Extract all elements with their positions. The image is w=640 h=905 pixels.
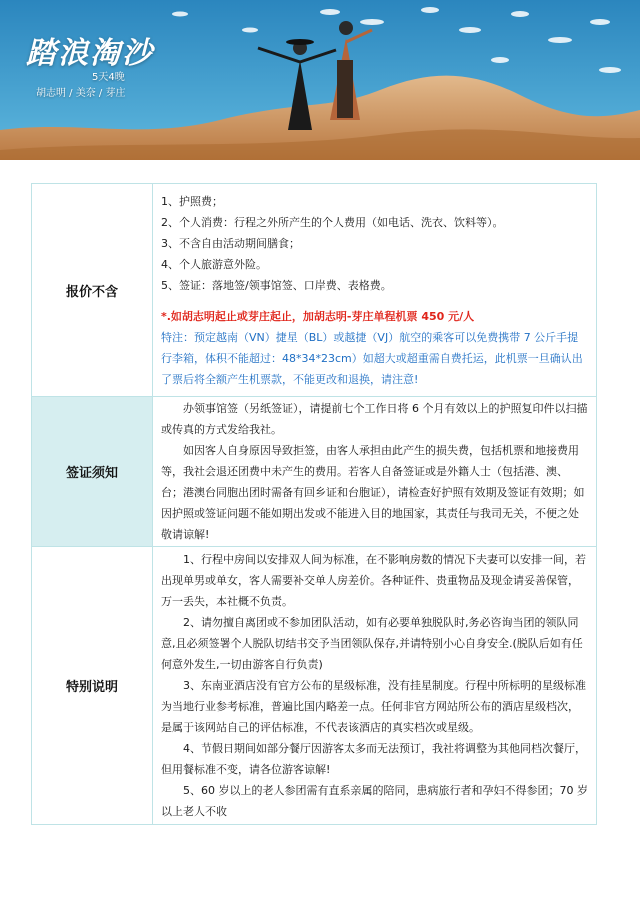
excluded-item: 1、护照费； [161, 194, 223, 208]
trip-duration: 5天4晚 [92, 72, 125, 83]
trip-destinations: 胡志明 / 美奈 / 芽庄 [36, 88, 126, 99]
baggage-note: 特注：预定越南（VN）捷星（BL）或越捷（VJ）航空的乘客可以免费携带 7 公斤手提行李箱，体积不能超过：48*34*23cm）如超大或超重需自费托运，此机票一旦确认出了票后将全额产生机票款，不能更改和退换，请注意! [161, 330, 583, 386]
itinerary-info-table [31, 183, 597, 825]
excluded-row [32, 184, 597, 397]
special-paragraph: 1、行程中房间以安排双人间为标准，在不影响房数的情况下夫妻可以安排一间，若出现单男或单女，客人需要补交单人房差价。各种证件、贵重物品及现金请妥善保管，万一丢失，本社概不负责。 [161, 553, 586, 608]
flight-price-note: *.如胡志明起止或芽庄起止，加胡志明-芽庄单程机票 450 元/人 [161, 309, 475, 323]
header-banner [0, 0, 640, 160]
special-label: 特别说明 [32, 547, 153, 825]
excluded-item: 4、个人旅游意外险。 [161, 257, 267, 271]
special-paragraph: 2、请勿擅自离团或不参加团队活动，如有必要单独脱队时,务必咨询当团的领队同意,且必须签署个人脱队切结书交予当团领队保存,并请特别小心自身安全.(脱队后如有任何意外发生,一切由游客自行负责) [161, 616, 583, 671]
visa-row [32, 397, 597, 547]
visa-label: 签证须知 [32, 397, 153, 547]
special-content [153, 547, 597, 825]
excluded-content [153, 184, 597, 397]
visa-content [153, 397, 597, 547]
excluded-item: 2、个人消费：行程之外所产生的个人费用（如电话、洗衣、饮料等）。 [161, 215, 504, 229]
special-paragraph: 3、东南亚酒店没有官方公布的星级标准，没有挂星制度。行程中所标明的星级标准为当地行业参考标准，普遍比国内略差一点。任何非官方网站所公布的酒店星级档次，是属于该网站自己的评估标准，不代表该酒店的真实档次或星级。 [161, 679, 586, 734]
visa-paragraph: 如因客人自身原因导致拒签，由客人承担由此产生的损失费，包括机票和地接费用等，我社会退还团费中未产生的费用。若客人自备签证或是外籍人士（包括港、澳、台；港澳台同胞出团时需备有回乡证和台胞证），请检查好护照有效期及签证有效期；如因护照或签证问题不能如期出发或不能进入目的地国家，其责任与我司无关，不便之处敬请谅解! [161, 444, 585, 541]
excluded-label: 报价不含 [32, 184, 153, 397]
special-row [32, 547, 597, 825]
excluded-item: 3、不含自由活动期间膳食； [161, 236, 300, 250]
special-paragraph: 4、节假日期间如部分餐厅因游客太多而无法预订，我社将调整为其他同档次餐厅，但用餐标准不变，请各位游客谅解! [161, 742, 586, 776]
excluded-item: 5、签证：落地签/领事馆签、口岸费、表格费。 [161, 278, 392, 292]
visa-paragraph: 办领事馆签（另纸签证），请提前七个工作日将 6 个月有效以上的护照复印件以扫描或传真的方式发给我社。 [161, 402, 588, 436]
brand-title: 踏浪淘沙 [26, 36, 154, 71]
special-paragraph: 5、60 岁以上的老人参团需有直系亲属的陪同，患病旅行者和孕妇不得参团；70 岁以上老人不收 [161, 784, 588, 818]
